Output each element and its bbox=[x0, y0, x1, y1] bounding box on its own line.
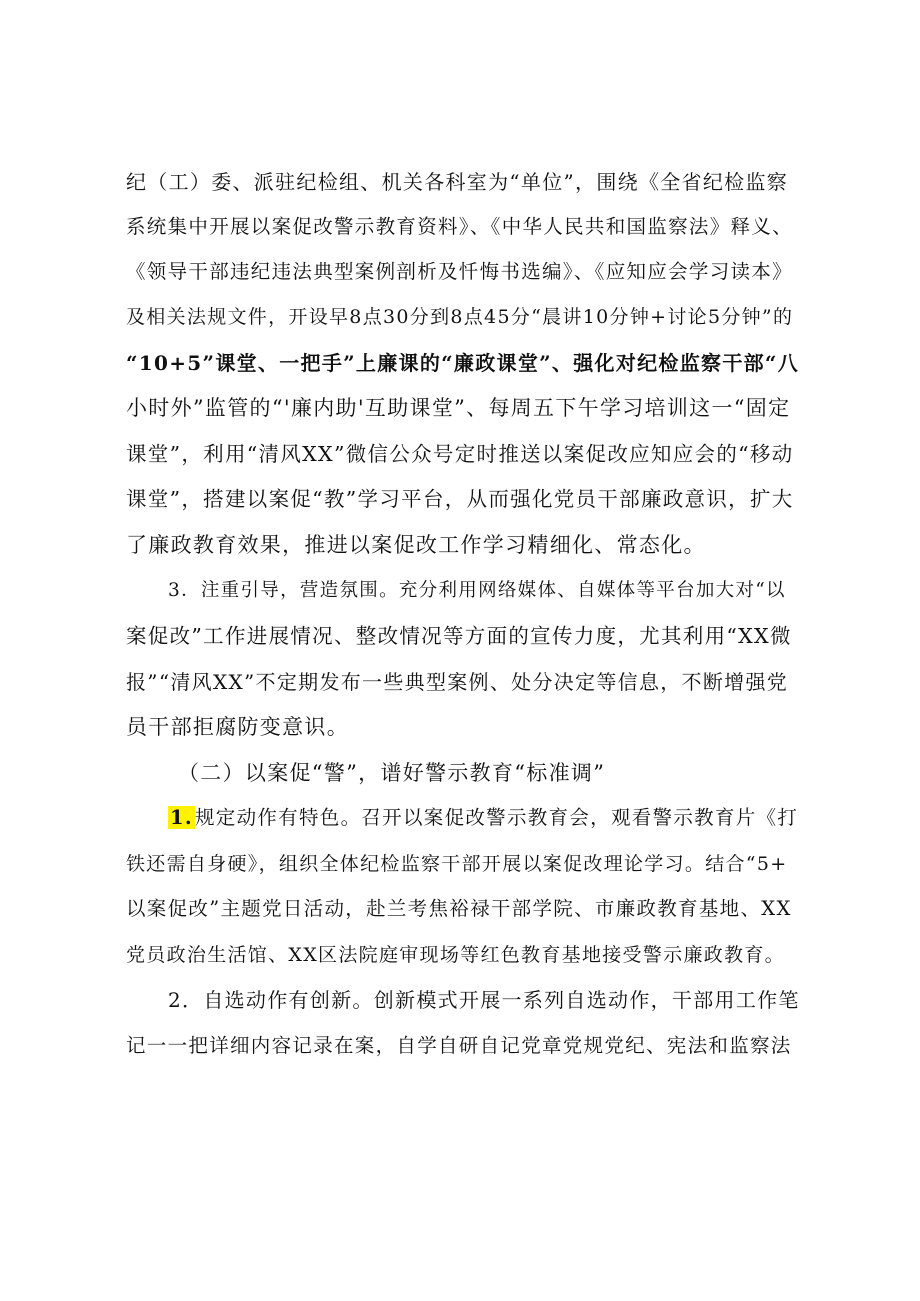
text-line-10: 3．注重引导，营造氛围。充分利用网络媒体、自媒体等平台加大对“以 bbox=[168, 580, 786, 601]
text-line-16: 铁还需自身硬》，组织全体纪检监察干部开展以案促改理论学习。结合“5+ bbox=[126, 853, 788, 875]
highlighted-number: 1. bbox=[170, 806, 193, 829]
text-line-12: 报”“清风XX”不定期发布一些典型案例、处分决定等信息，不断增强党 bbox=[126, 670, 789, 694]
text-line-6: 小时外”监管的“'廉内助'互助课堂”、每周五下午学习培训这一“固定 bbox=[126, 396, 791, 420]
text-line-5: “10+5”课堂、一把手”上廉课的“廉政课堂”、强化对纪检监察干部“八 bbox=[126, 351, 800, 375]
text-line-8: 课堂”，搭建以案促“教”学习平台，从而强化党员干部廉政意识，扩大 bbox=[126, 487, 794, 511]
text-line-4: 及相关法规文件，开设早8点30分到8点45分“晨讲10分钟+讨论5分钟”的 bbox=[126, 306, 794, 328]
text-line-9: 了廉政教育效果，推进以案促改工作学习精细化、常态化。 bbox=[126, 533, 706, 557]
text-line-2: 系统集中开展以案促改警示教育资料》、《中华人民共和国监察法》释义、 bbox=[126, 215, 793, 238]
section-heading: （二）以案促“警”，谱好警示教育“标准调” bbox=[178, 761, 606, 785]
text-line-19: 2．自选动作有创新。创新模式开展一系列自选动作，干部用工作笔 bbox=[168, 988, 800, 1012]
text-line-1: 纪（工）委、派驻纪检组、机关各科室为“单位”，围绕《全省纪检监察 bbox=[126, 170, 789, 194]
text-line-11: 案促改”工作进展情况、整改情况等方面的宣传力度，尤其利用“XX微 bbox=[126, 624, 792, 648]
text-line-3: 《领导干部违纪违法典型案例剖析及忏悔书选编》、《应知应会学习读本》 bbox=[126, 260, 793, 283]
text-line-18: 党员政治生活馆、XX区法院庭审现场等红色教育基地接受警示廉政教育。 bbox=[126, 944, 785, 966]
text-line-17: 以案促改”主题党日活动，赴兰考焦裕禄干部学院、市廉政教育基地、XX bbox=[126, 897, 792, 920]
text-line-15-body: 规定动作有特色。召开以案促改警示教育会，观看警示教育片《打 bbox=[194, 806, 799, 829]
text-line-20: 记一一把详细内容记录在案，自学自研自记党章党规党纪、宪法和监察法 bbox=[126, 1034, 792, 1057]
text-line-15 bbox=[168, 803, 798, 833]
text-line-13: 员干部拒腐防变意识。 bbox=[126, 715, 349, 739]
text-line-7: 课堂”，利用“清风XX”微信公众号定时推送以案促改应知应会的“移动 bbox=[126, 442, 794, 466]
